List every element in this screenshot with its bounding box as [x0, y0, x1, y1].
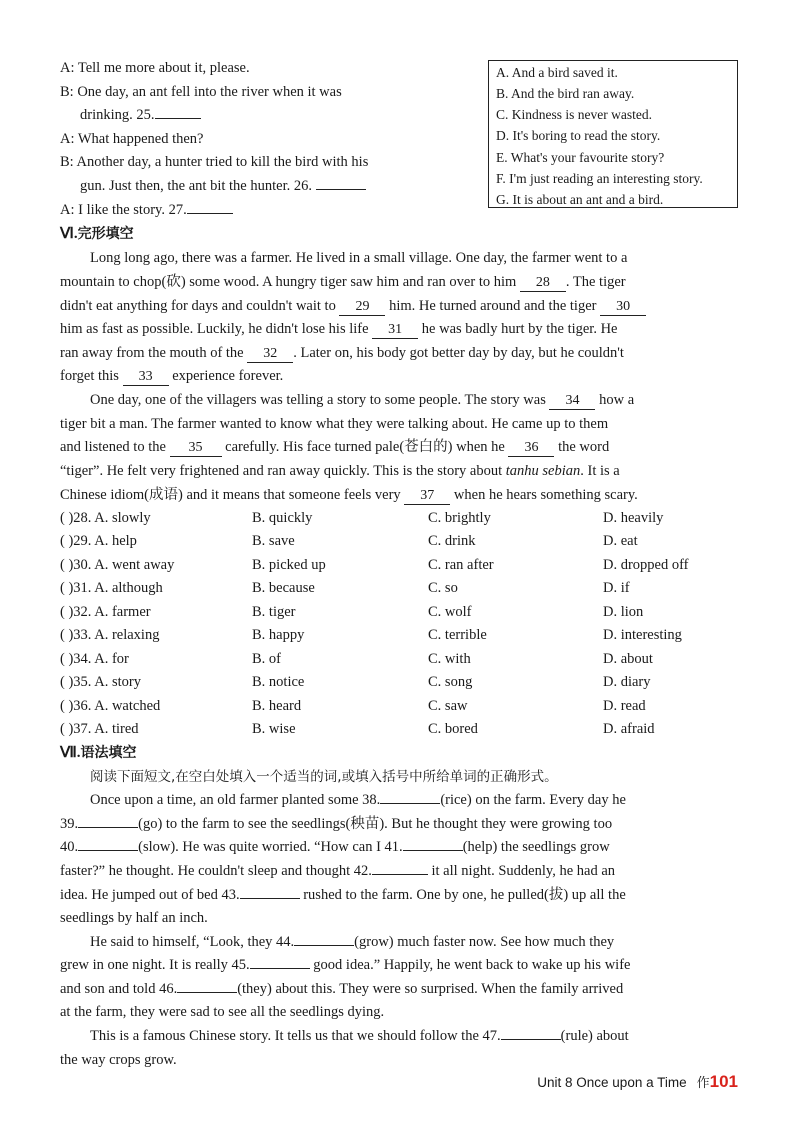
- grammar-line-3: 40. (slow). He was quite worried. “How can I 41. (help) the seedlings grow: [60, 839, 610, 855]
- question-28[interactable]: ( )28. A. slowly B. quickly C. brightly D. heavily: [60, 510, 664, 526]
- blank-29[interactable]: 29: [339, 299, 385, 316]
- question-31[interactable]: ( )31. A. although B. because C. so D. if: [60, 580, 630, 596]
- option-a: A. And a bird saved it.: [496, 65, 618, 80]
- question-30[interactable]: ( )30. A. went away B. picked up C. ran after D. dropped off: [60, 557, 689, 573]
- cloze-p1-line-3: didn't eat anything for days and couldn't wait to 29 him. He turned around and the tiger 30: [60, 296, 646, 316]
- blank-32[interactable]: 32: [247, 346, 293, 363]
- grammar-line-9: and son and told 46. (they) about this. They were so surprised. When the family arrived: [60, 981, 624, 997]
- option-e: E. What's your favourite story?: [496, 150, 665, 165]
- blank-30[interactable]: 30: [600, 299, 646, 316]
- grammar-line-11: This is a famous Chinese story. It tells us that we should follow the 47. (rule) about: [90, 1028, 629, 1044]
- cloze-p2-line-4: “tiger”. He felt very frightened and ran away quickly. This is the story about tanhu sebian. It is a: [60, 463, 620, 479]
- blank-45[interactable]: [250, 968, 310, 969]
- cloze-p1-line-4: him as fast as possible. Luckily, he didn't lose his life 31 he was badly hurt by the tiger. He: [60, 321, 618, 337]
- grammar-line-7: He said to himself, “Look, they 44. (grow) much faster now. See how much they: [90, 934, 615, 950]
- grammar-instructions: 阅读下面短文,在空白处填入一个适当的词,或填入括号中所给单词的正确形式。: [90, 769, 558, 785]
- blank-31[interactable]: 31: [372, 322, 418, 339]
- grammar-line-8: grew in one night. It is really 45. good idea.” Happily, he went back to wake up his wife: [60, 957, 631, 973]
- dialogue-line-1: A: Tell me more about it, please.: [60, 60, 250, 76]
- question-29[interactable]: ( )29. A. help B. save C. drink D. eat: [60, 533, 638, 549]
- blank-26[interactable]: [316, 189, 366, 190]
- dialogue-line-4: A: What happened then?: [60, 131, 204, 147]
- cloze-p1-line-1: Long long ago, there was a farmer. He lived in a small village. One day, the farmer went to a: [90, 250, 628, 266]
- footer-unit: Unit 8 Once upon a Time: [537, 1075, 687, 1090]
- grammar-line-6: seedlings by half an inch.: [60, 910, 208, 926]
- dialogue-line-3: drinking. 25.: [80, 105, 201, 125]
- blank-38[interactable]: [380, 803, 440, 804]
- blank-25[interactable]: [155, 118, 201, 119]
- question-34[interactable]: ( )34. A. for B. of C. with D. about: [60, 651, 653, 667]
- grammar-line-12: the way crops grow.: [60, 1052, 177, 1068]
- cloze-p2-line-5: Chinese idiom(成语) and it means that someone feels very 37 when he hears something scary.: [60, 487, 638, 503]
- blank-44[interactable]: [294, 945, 354, 946]
- option-f: F. I'm just reading an interesting story.: [496, 171, 703, 186]
- page-number: 101: [709, 1072, 738, 1091]
- dialogue-line-5: B: Another day, a hunter tried to kill the bird with his: [60, 154, 369, 170]
- grammar-line-2: 39. (go) to the farm to see the seedlings(秧苗). But he thought they were growing too: [60, 816, 613, 832]
- blank-43[interactable]: [240, 898, 300, 899]
- options-box: [488, 60, 738, 208]
- dialogue-line-6: gun. Just then, the ant bit the hunter. 26.: [80, 176, 366, 196]
- cloze-p2-line-3: and listened to the 35 carefully. His face turned pale(苍白的) when he 36 the word: [60, 439, 610, 455]
- blank-41[interactable]: [403, 850, 463, 851]
- question-35[interactable]: ( )35. A. story B. notice C. song D. diary: [60, 674, 651, 690]
- option-d: D. It's boring to read the story.: [496, 128, 661, 143]
- blank-35[interactable]: 35: [170, 440, 222, 457]
- blank-37[interactable]: 37: [404, 488, 450, 505]
- blank-28[interactable]: 28: [520, 275, 566, 292]
- section-7-heading: Ⅶ.语法填空: [60, 745, 137, 761]
- blank-33[interactable]: 33: [123, 369, 169, 386]
- cloze-p2-line-2: tiger bit a man. The farmer wanted to know what they were talking about. He came up to them: [60, 416, 609, 432]
- grammar-line-10: at the farm, they were sad to see all the seedlings dying.: [60, 1004, 385, 1020]
- blank-27[interactable]: [187, 213, 233, 214]
- option-b: B. And the bird ran away.: [496, 86, 635, 101]
- grammar-line-1: Once upon a time, an old farmer planted some 38. (rice) on the farm. Every day he: [90, 792, 626, 808]
- cloze-p2-line-1: One day, one of the villagers was telling a story to some people. The story was 34 how a: [90, 392, 635, 408]
- blank-47[interactable]: [501, 1039, 561, 1040]
- question-37[interactable]: ( )37. A. tired B. wise C. bored D. afraid: [60, 721, 655, 737]
- blank-42[interactable]: [372, 874, 428, 875]
- page-footer: [537, 1072, 738, 1092]
- grammar-line-4: faster?” he thought. He couldn't sleep and thought 42. it all night. Suddenly, he had an: [60, 863, 616, 879]
- blank-36[interactable]: 36: [508, 440, 554, 457]
- cloze-p1-line-2: mountain to chop(砍) some wood. A hungry tiger saw him and ran over to him 28 . The tiger: [60, 274, 626, 290]
- blank-39[interactable]: [78, 827, 138, 828]
- question-32[interactable]: ( )32. A. farmer B. tiger C. wolf D. lion: [60, 604, 644, 620]
- blank-40[interactable]: [78, 850, 138, 851]
- blank-34[interactable]: 34: [549, 393, 595, 410]
- footer-zuo: 作: [696, 1076, 710, 1091]
- question-36[interactable]: ( )36. A. watched B. heard C. saw D. read: [60, 698, 646, 714]
- dialogue-line-2: B: One day, an ant fell into the river when it was: [60, 84, 342, 100]
- option-c: C. Kindness is never wasted.: [496, 107, 652, 122]
- dialogue-line-7: A: I like the story. 27.: [60, 200, 233, 220]
- grammar-line-5: idea. He jumped out of bed 43. rushed to the farm. One by one, he pulled(拔) up all the: [60, 887, 626, 903]
- cloze-p1-line-6: forget this 33 experience forever.: [60, 368, 284, 384]
- blank-46[interactable]: [177, 992, 237, 993]
- option-g: G. It is about an ant and a bird.: [496, 192, 664, 207]
- cloze-p1-line-5: ran away from the mouth of the 32 . Later on, his body got better day by day, but he couldn't: [60, 345, 624, 361]
- question-33[interactable]: ( )33. A. relaxing B. happy C. terrible D. interesting: [60, 627, 682, 643]
- section-6-heading: Ⅵ.完形填空: [60, 226, 134, 242]
